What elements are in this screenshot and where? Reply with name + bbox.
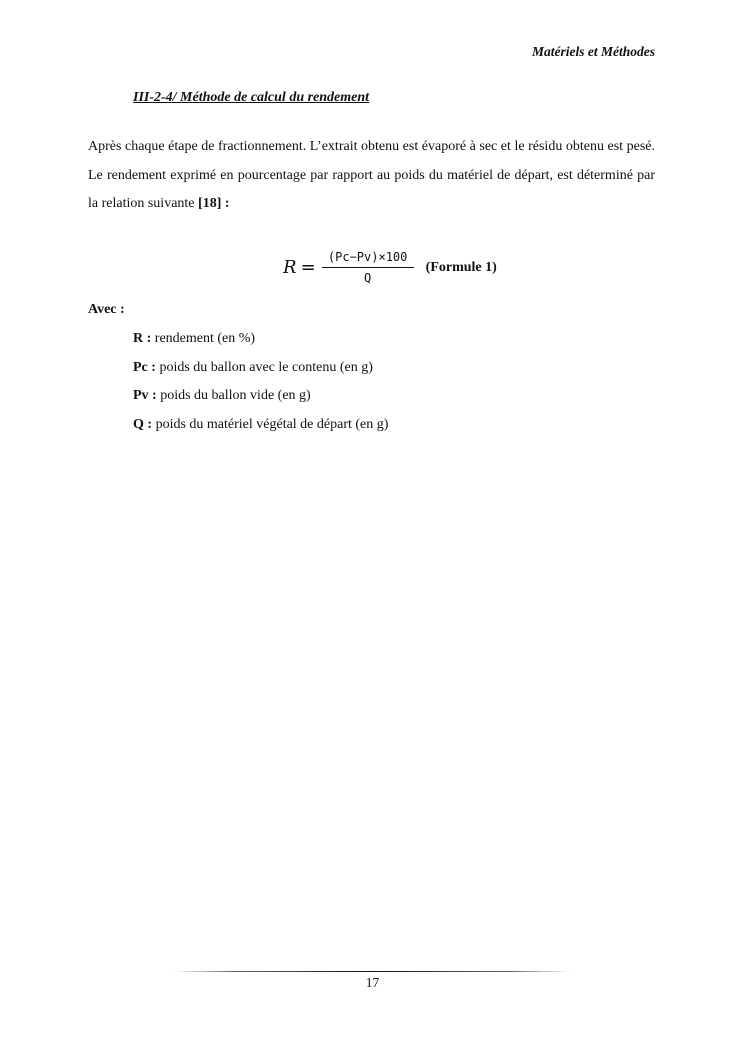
running-header: Matériels et Méthodes bbox=[532, 44, 655, 59]
fraction-bar bbox=[322, 267, 414, 268]
body-paragraph bbox=[88, 133, 655, 219]
definition-desc: rendement (en %) bbox=[151, 331, 256, 346]
definition-term: Pv : bbox=[133, 388, 157, 403]
definition-term: Q : bbox=[133, 416, 153, 432]
formula-label: (Formule 1) bbox=[425, 259, 497, 275]
section-title: III-2-4/ Méthode de calcul du rendement bbox=[133, 90, 370, 105]
definition-item bbox=[133, 358, 388, 387]
definition-desc: poids du matériel végétal de départ (en g) bbox=[152, 416, 389, 432]
formula-denominator: Q bbox=[364, 271, 372, 285]
formula-equals: = bbox=[300, 257, 316, 278]
definition-term: Pc : bbox=[133, 359, 156, 375]
definition-item bbox=[133, 415, 388, 444]
yield-formula bbox=[283, 250, 497, 285]
definitions-intro: Avec : bbox=[88, 302, 125, 317]
definition-item bbox=[133, 386, 388, 415]
formula-fraction bbox=[322, 250, 414, 285]
citation-reference: [18] : bbox=[198, 196, 230, 211]
definition-desc: poids du ballon avec le contenu (en g) bbox=[155, 359, 373, 375]
paragraph-text: Après chaque étape de fractionnement. L’extrait obtenu est évaporé à sec et le résidu obtenu est pesé. Le rendement exprimé en pourcentage par rapport au poids du matériel de départ, est déterminé par la relation suivante bbox=[88, 139, 655, 211]
definitions-list bbox=[133, 329, 388, 443]
page-number: 17 bbox=[365, 975, 380, 990]
definition-desc: poids du ballon vide (en g) bbox=[156, 388, 311, 403]
definition-item bbox=[133, 329, 388, 358]
footer-divider bbox=[173, 971, 571, 972]
formula-numerator: (Pc−Pv)×100 bbox=[327, 250, 408, 264]
formula-variable: R bbox=[283, 257, 297, 278]
definition-term: R : bbox=[133, 331, 152, 346]
